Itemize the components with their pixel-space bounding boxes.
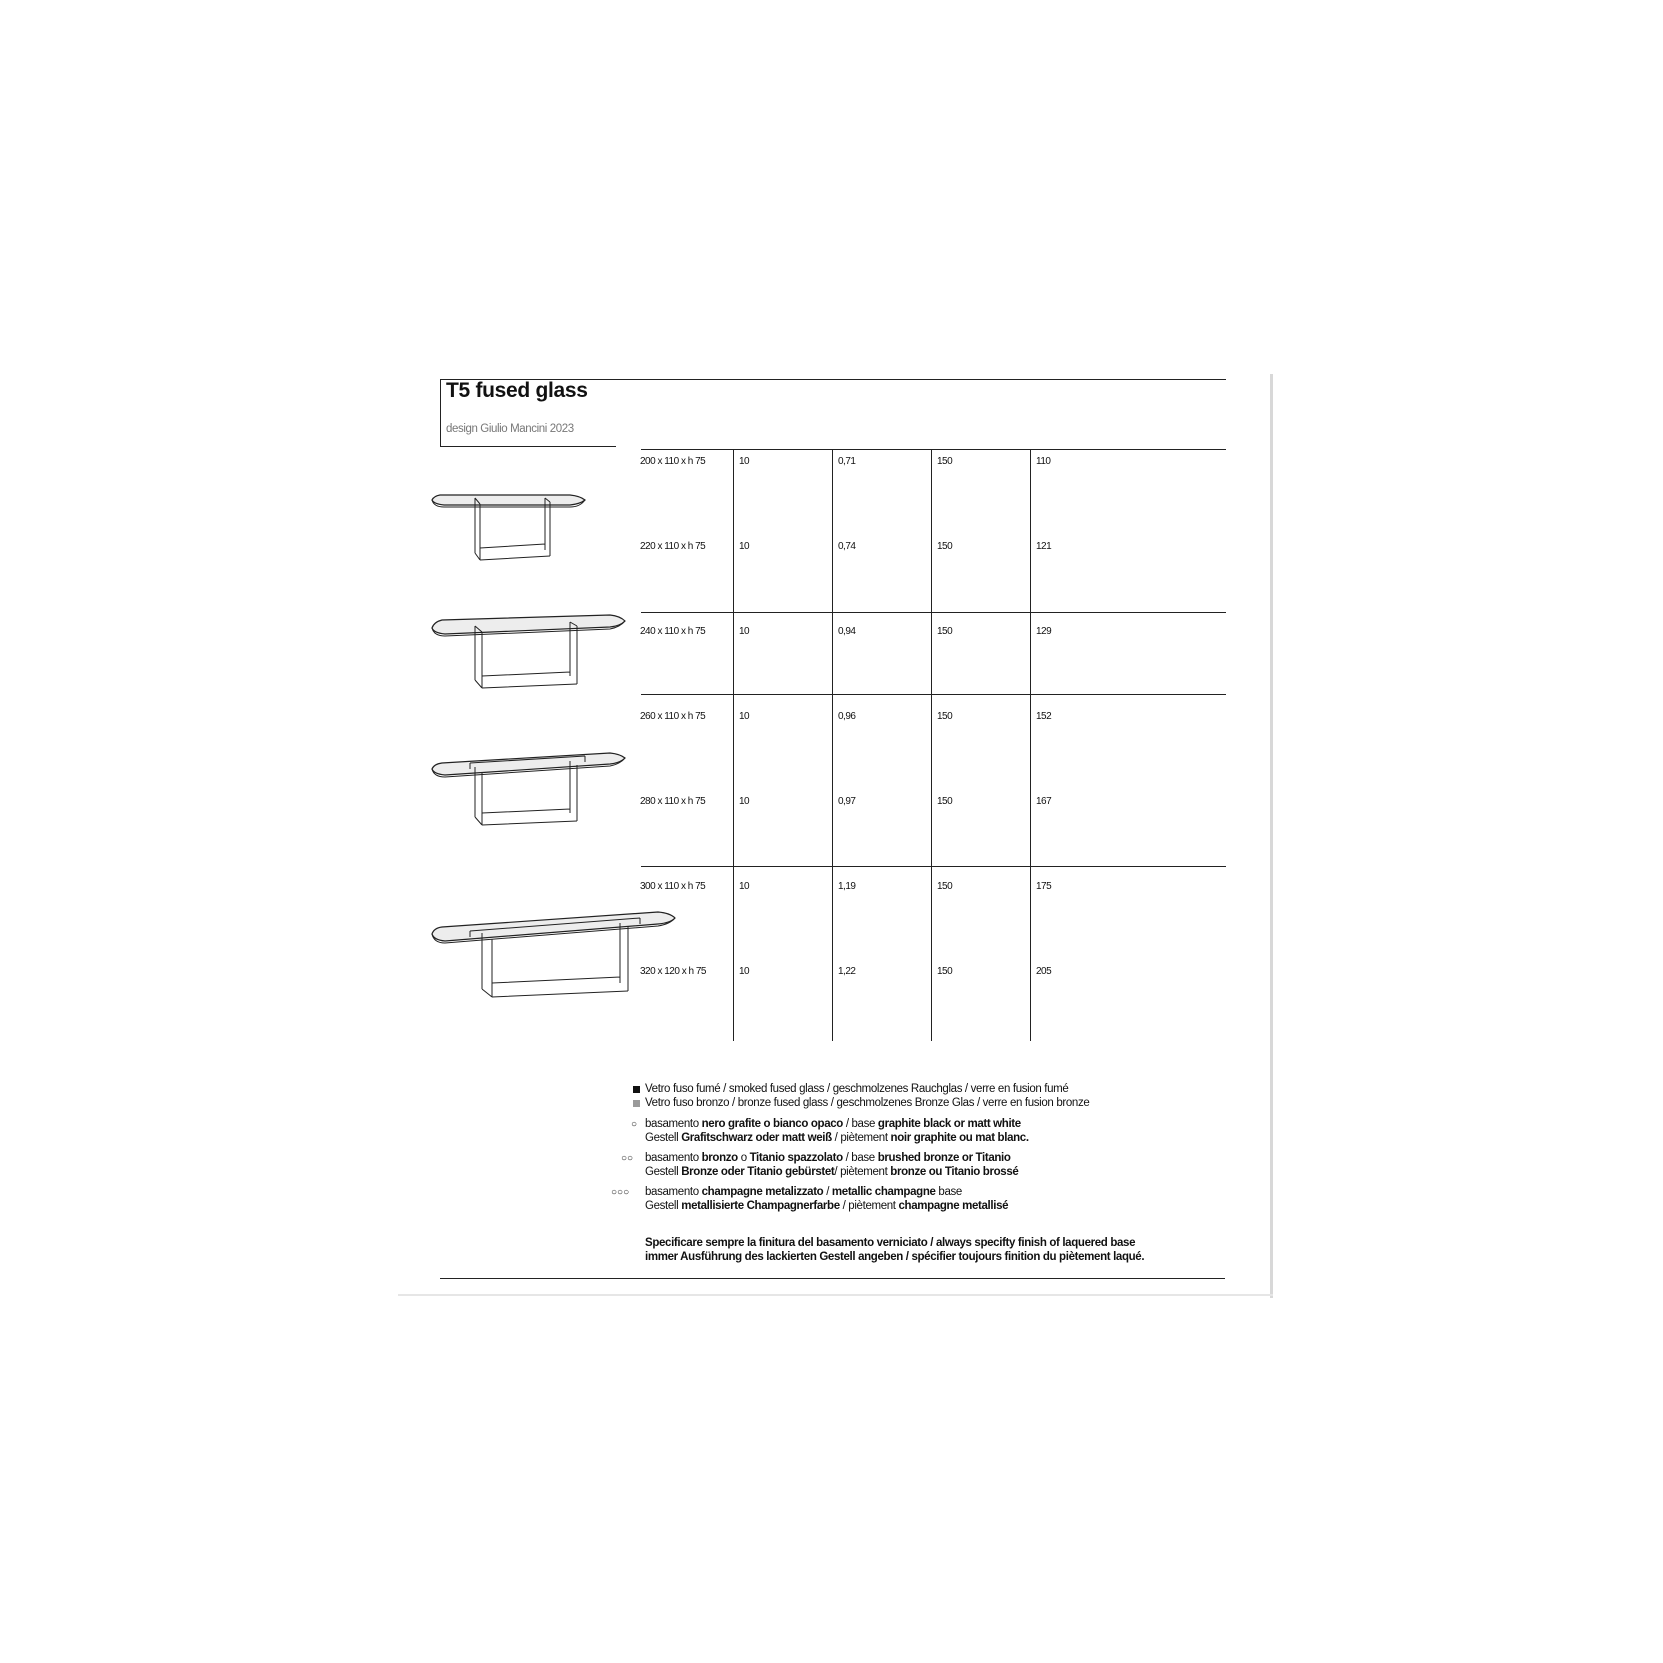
table-cell: 10	[739, 711, 750, 722]
table-cell: 205	[1036, 966, 1052, 977]
smoked-glass-swatch	[633, 1086, 640, 1093]
table-column-rule	[931, 449, 932, 1041]
sheet-shadow	[398, 1294, 1273, 1296]
size-cell: 240 x 110 x h 75	[640, 626, 706, 637]
table-cell: 1,19	[838, 881, 856, 892]
table-cell: 10	[739, 541, 750, 552]
table-cell: 0,97	[838, 796, 856, 807]
size-cell: 320 x 120 x h 75	[640, 966, 706, 977]
table-240-drawing	[430, 612, 630, 692]
table-300-320-drawing	[430, 905, 680, 1005]
bronze-glass-swatch	[633, 1100, 640, 1107]
size-cell: 280 x 110 x h 75	[640, 796, 706, 807]
table-cell: 150	[937, 881, 953, 892]
table-cell: 1,22	[838, 966, 856, 977]
legend-base-option-3-de-fr: Gestell metallisierte Champagnerfarbe / piètement champagne metallisé	[645, 1200, 1009, 1212]
table-cell: 150	[937, 711, 953, 722]
table-cell: 0,96	[838, 711, 856, 722]
table-cell: 110	[1036, 456, 1051, 467]
legend-base-option-1: basamento nero grafite o bianco opaco / base graphite black or matt white	[645, 1118, 1021, 1130]
table-200-220-drawing	[430, 488, 590, 568]
table-cell: 167	[1036, 796, 1052, 807]
table-cell: 0,71	[838, 456, 856, 467]
table-cell: 150	[937, 796, 953, 807]
table-cell: 10	[739, 626, 750, 637]
finish-note-line-1: Specificare sempre la finitura del basamento verniciato / always specifty finish of laquered base	[645, 1237, 1136, 1249]
header-bottom-rule	[440, 446, 616, 447]
base-option-1-marker: ○	[631, 1119, 638, 1130]
table-cell: 10	[739, 966, 750, 977]
table-column-rule	[1030, 449, 1031, 1041]
legend-base-option-2-de-fr: Gestell Bronze oder Titanio gebürstet/ piètement bronze ou Titanio brossé	[645, 1166, 1019, 1178]
table-cell: 0,94	[838, 626, 856, 637]
finish-note-line-2: immer Ausführung des lackierten Gestell angeben / spécifier toujours finition du piètement laqué.	[645, 1251, 1145, 1263]
table-cell: 150	[937, 966, 953, 977]
legend-base-option-2: basamento bronzo o Titanio spazzolato / base brushed bronze or Titanio	[645, 1152, 1011, 1164]
page-title: T5 fused glass	[446, 379, 588, 402]
table-cell: 152	[1036, 711, 1052, 722]
table-cell: 150	[937, 541, 953, 552]
table-column-rule	[832, 449, 833, 1041]
table-cell: 150	[937, 626, 953, 637]
size-cell: 260 x 110 x h 75	[640, 711, 706, 722]
size-cell: 200 x 110 x h 75	[640, 456, 706, 467]
legend-bronze-glass: Vetro fuso bronzo / bronze fused glass / geschmolzenes Bronze Glas / verre en fusion bronze	[645, 1097, 1090, 1109]
sheet-shadow	[1270, 374, 1273, 1298]
base-option-3-marker: ○○○	[611, 1187, 630, 1198]
size-cell: 300 x 110 x h 75	[640, 881, 706, 892]
table-cell: 129	[1036, 626, 1052, 637]
table-cell: 10	[739, 881, 750, 892]
table-group-rule	[641, 694, 1226, 695]
designer-credit: design Giulio Mancini 2023	[446, 423, 574, 435]
table-column-rule	[733, 449, 734, 1041]
table-cell: 121	[1036, 541, 1052, 552]
table-cell: 150	[937, 456, 953, 467]
legend-base-option-1-de-fr: Gestell Grafitschwarz oder matt weiß / piètement noir graphite ou mat blanc.	[645, 1132, 1029, 1144]
footer-rule	[440, 1278, 1225, 1279]
header-left-rule	[440, 379, 441, 447]
table-group-rule	[641, 866, 1226, 867]
table-cell: 10	[739, 796, 750, 807]
legend-base-option-3: basamento champagne metalizzato / metallic champagne base	[645, 1186, 962, 1198]
table-cell: 0,74	[838, 541, 856, 552]
table-260-280-drawing	[430, 745, 630, 830]
table-cell: 175	[1036, 881, 1052, 892]
table-group-rule	[641, 612, 1226, 613]
table-top-rule	[641, 449, 1226, 450]
size-cell: 220 x 110 x h 75	[640, 541, 706, 552]
table-cell: 10	[739, 456, 750, 467]
base-option-2-marker: ○○	[621, 1153, 634, 1164]
legend-smoked-glass: Vetro fuso fumé / smoked fused glass / geschmolzenes Rauchglas / verre en fusion fumé	[645, 1083, 1069, 1095]
